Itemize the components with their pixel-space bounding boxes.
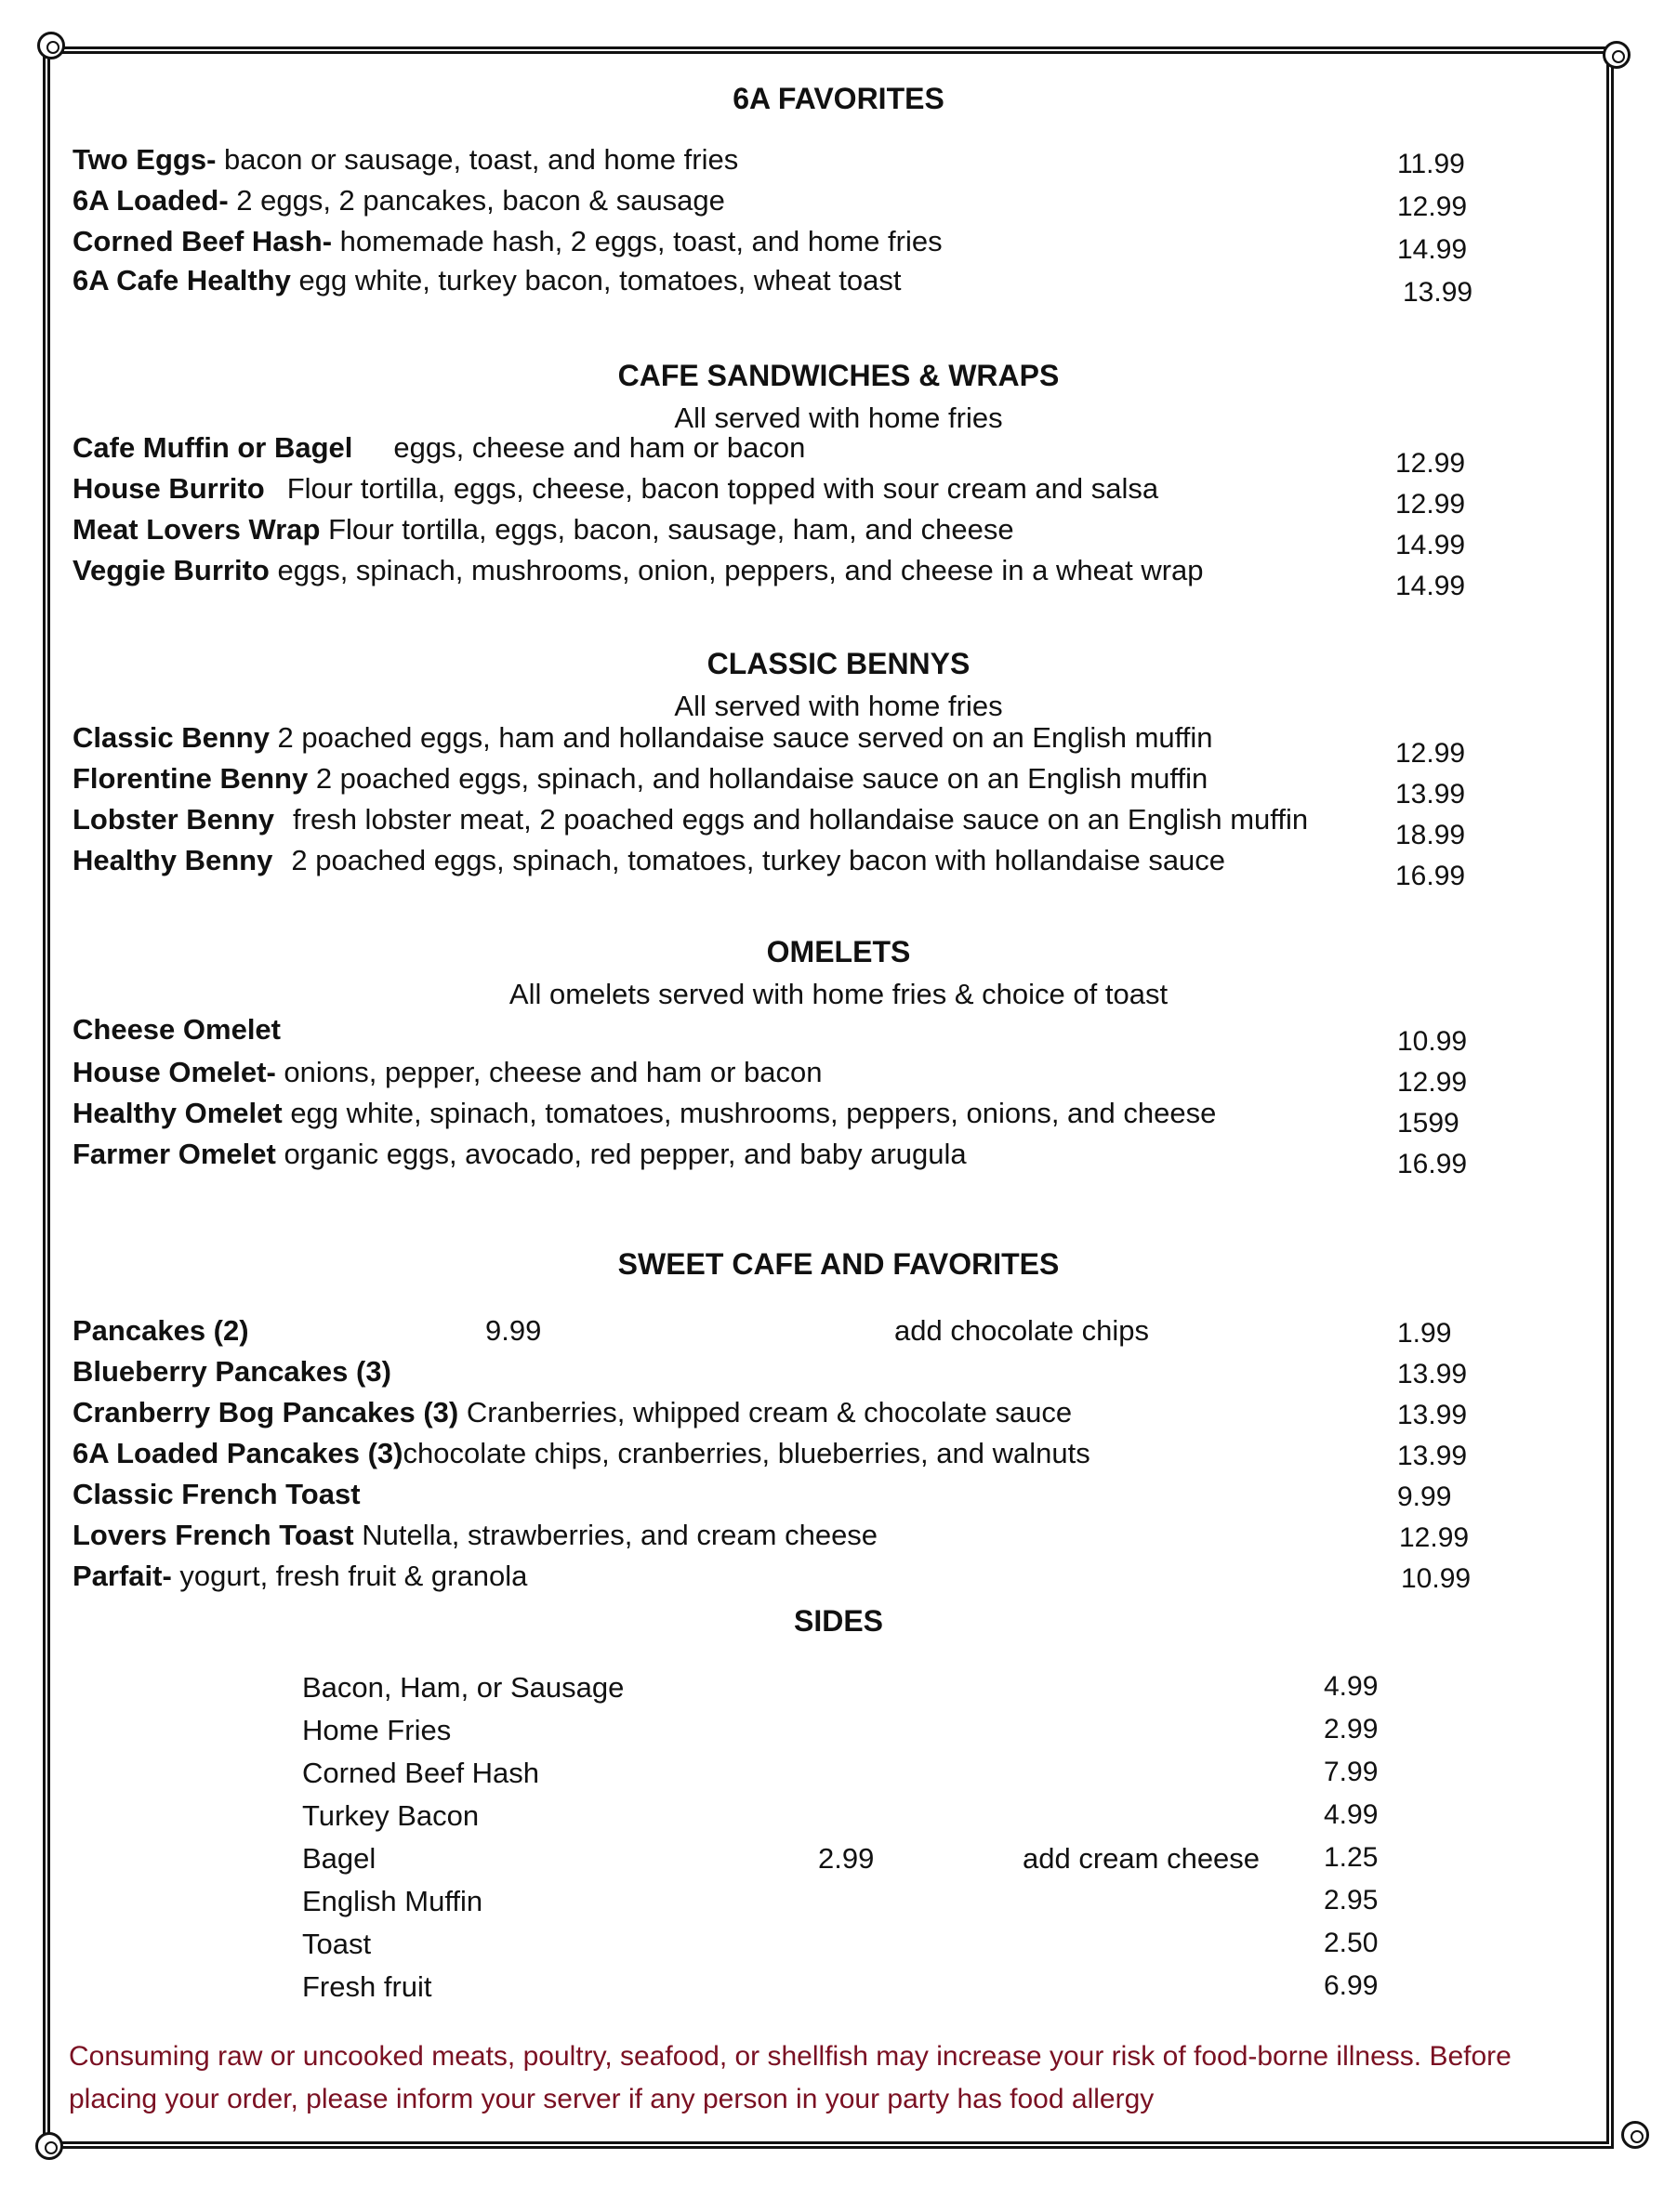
item-price: 12.99	[1399, 1522, 1470, 1553]
item-description: egg white, turkey bacon, tomatoes, wheat toast	[290, 264, 902, 296]
item-name: Corned Beef Hash-	[73, 225, 333, 257]
item-name: House Omelet-	[73, 1056, 276, 1088]
menu-item	[73, 1478, 361, 1511]
item-name: Farmer Omelet	[73, 1138, 276, 1170]
side-item-price: 4.99	[1324, 1671, 1379, 1702]
side-item-name: Bacon, Ham, or Sausage	[302, 1671, 625, 1704]
item-description: fresh lobster meat, 2 poached eggs and hollandaise sauce on an English muffin	[293, 803, 1309, 836]
item-price: 13.99	[1397, 1441, 1468, 1471]
item-price: 18.99	[1395, 820, 1466, 850]
item-price: 14.99	[1397, 234, 1468, 265]
item-price: 16.99	[1397, 1149, 1468, 1179]
section-title-favorites: 6A FAVORITES	[733, 82, 944, 115]
side-item-name: Fresh fruit	[302, 1970, 432, 2003]
menu-item	[73, 513, 1014, 546]
menu-item	[73, 1560, 527, 1593]
item-price: 14.99	[1395, 571, 1466, 601]
menu-item	[73, 1097, 1216, 1130]
item-price: 9.99	[1397, 1481, 1452, 1512]
section-subtitle: All served with home fries	[674, 402, 1003, 434]
addon-label: add cream cheese	[1023, 1842, 1261, 1875]
item-price: 13.99	[1397, 1359, 1468, 1389]
menu-item	[73, 1056, 822, 1089]
side-item-name: English Muffin	[302, 1885, 483, 1917]
item-description: Nutella, strawberries, and cream cheese	[353, 1519, 878, 1551]
side-item-name: Corned Beef Hash	[302, 1757, 540, 1789]
section-title-sweet: SWEET CAFE AND FAVORITES	[617, 1247, 1060, 1281]
addon-label: add chocolate chips	[894, 1314, 1150, 1347]
item-name: Classic French Toast	[73, 1478, 361, 1510]
item-price: 13.99	[1403, 277, 1473, 308]
menu-item	[73, 472, 1158, 506]
item-description: homemade hash, 2 eggs, toast, and home fries	[332, 225, 943, 257]
item-name: Pancakes (2)	[73, 1314, 249, 1347]
item-description: egg white, spinach, tomatoes, mushrooms, peppers, onions, and cheese	[282, 1097, 1217, 1129]
side-item-price: 7.99	[1324, 1757, 1379, 1787]
item-name: Cranberry Bog Pancakes (3)	[73, 1396, 459, 1429]
item-name: Parfait-	[73, 1560, 172, 1592]
menu-item	[73, 143, 738, 177]
item-description: 2 poached eggs, ham and hollandaise sauce served on an English muffin	[269, 721, 1213, 754]
item-price: 12.99	[1395, 738, 1466, 769]
menu-item	[73, 1355, 391, 1389]
side-item-price: 6.99	[1324, 1970, 1379, 2001]
menu-item	[73, 1437, 1090, 1470]
item-name: Blueberry Pancakes (3)	[73, 1355, 391, 1388]
corner-ornament-icon	[35, 2132, 63, 2160]
item-description: yogurt, fresh fruit & granola	[171, 1560, 528, 1592]
menu-item	[73, 1013, 281, 1047]
menu-item	[73, 1314, 249, 1348]
side-item-name: Home Fries	[302, 1714, 452, 1746]
item-name: Healthy Benny	[73, 844, 273, 876]
menu-item	[73, 184, 725, 217]
item-price: 1599	[1397, 1108, 1459, 1139]
item-price: 11.99	[1397, 149, 1465, 179]
side-item-price: 2.50	[1324, 1928, 1379, 1958]
side-item-name: Toast	[302, 1928, 372, 1960]
item-description: Flour tortilla, eggs, cheese, bacon topped with sour cream and salsa	[286, 472, 1159, 505]
item-name: 6A Loaded Pancakes (3)	[73, 1437, 403, 1469]
item-description: organic eggs, avocado, red pepper, and baby arugula	[275, 1138, 967, 1170]
item-name: Meat Lovers Wrap	[73, 513, 321, 546]
item-description: chocolate chips, cranberries, blueberries, and walnuts	[403, 1437, 1090, 1469]
section-title-sandwiches: CAFE SANDWICHES & WRAPS	[617, 359, 1060, 392]
section-subtitle: All served with home fries	[674, 690, 1003, 722]
item-price: 16.99	[1395, 861, 1466, 891]
section-title-sides: SIDES	[793, 1604, 884, 1638]
menu-item	[73, 264, 901, 297]
corner-ornament-icon	[1603, 41, 1631, 69]
item-price: 9.99	[485, 1314, 542, 1347]
side-item-name: Turkey Bacon	[302, 1799, 480, 1832]
item-price: 12.99	[1397, 1067, 1468, 1098]
item-name: Lovers French Toast	[73, 1519, 354, 1551]
item-name: Veggie Burrito	[73, 554, 270, 586]
food-allergy-warning: Consuming raw or uncooked meats, poultry, seafood, or shellfish may increase your risk of food-borne illness. Before placing your order, please inform your server if any person in your party has food allergy	[69, 2041, 1512, 2114]
menu-item	[73, 554, 1204, 587]
section-title-omelets: OMELETS	[766, 935, 911, 968]
item-price: 10.99	[1401, 1563, 1472, 1594]
item-description: 2 eggs, 2 pancakes, bacon & sausage	[228, 184, 725, 217]
item-description: 2 poached eggs, spinach, tomatoes, turkey bacon with hollandaise sauce	[291, 844, 1226, 876]
side-item-price: 2.95	[1324, 1885, 1379, 1916]
item-price: 13.99	[1397, 1400, 1468, 1430]
side-item-price: 2.99	[1324, 1714, 1379, 1745]
menu-item	[73, 721, 1212, 755]
item-price: 10.99	[1397, 1026, 1468, 1057]
item-name: Two Eggs-	[73, 143, 217, 176]
side-item-price: 4.99	[1324, 1799, 1379, 1830]
item-description: eggs, cheese and ham or bacon	[393, 431, 806, 464]
menu-item	[73, 1519, 878, 1552]
item-price: 12.99	[1395, 448, 1466, 479]
item-description: Cranberries, whipped cream & chocolate sauce	[458, 1396, 1073, 1429]
item-description: Flour tortilla, eggs, bacon, sausage, ham, and cheese	[320, 513, 1014, 546]
side-item-price: 2.99	[818, 1842, 875, 1875]
addon-price: 1.99	[1397, 1318, 1452, 1349]
item-description: 2 poached eggs, spinach, and hollandaise sauce on an English muffin	[308, 762, 1208, 795]
menu-item	[73, 225, 943, 258]
section-subtitle: All omelets served with home fries & choice of toast	[508, 978, 1169, 1010]
item-name: Lobster Benny	[73, 803, 275, 836]
item-name: Classic Benny	[73, 721, 270, 754]
section-title-bennys: CLASSIC BENNYS	[706, 647, 971, 680]
item-name: House Burrito	[73, 472, 265, 505]
item-description: onions, pepper, cheese and ham or bacon	[275, 1056, 823, 1088]
item-name: Cheese Omelet	[73, 1013, 281, 1046]
menu-item	[73, 1138, 967, 1171]
item-name: Florentine Benny	[73, 762, 309, 795]
item-description: bacon or sausage, toast, and home fries	[216, 143, 739, 176]
menu-item	[73, 844, 1225, 877]
menu-item	[73, 431, 805, 465]
corner-ornament-icon	[37, 32, 65, 59]
item-name: 6A Loaded-	[73, 184, 229, 217]
item-name: Cafe Muffin or Bagel	[73, 431, 353, 464]
item-description: eggs, spinach, mushrooms, onion, peppers, and cheese in a wheat wrap	[269, 554, 1204, 586]
item-price: 12.99	[1397, 191, 1468, 222]
item-name: Healthy Omelet	[73, 1097, 283, 1129]
item-name: 6A Cafe Healthy	[73, 264, 291, 296]
menu-item	[73, 762, 1208, 796]
addon-price: 1.25	[1324, 1842, 1379, 1873]
menu-item	[73, 803, 1308, 836]
corner-ornament-icon	[1621, 2121, 1649, 2149]
item-price: 13.99	[1395, 779, 1466, 810]
item-price: 12.99	[1395, 489, 1466, 520]
side-item-name: Bagel	[302, 1842, 376, 1875]
item-price: 14.99	[1395, 530, 1466, 560]
menu-item	[73, 1396, 1072, 1429]
